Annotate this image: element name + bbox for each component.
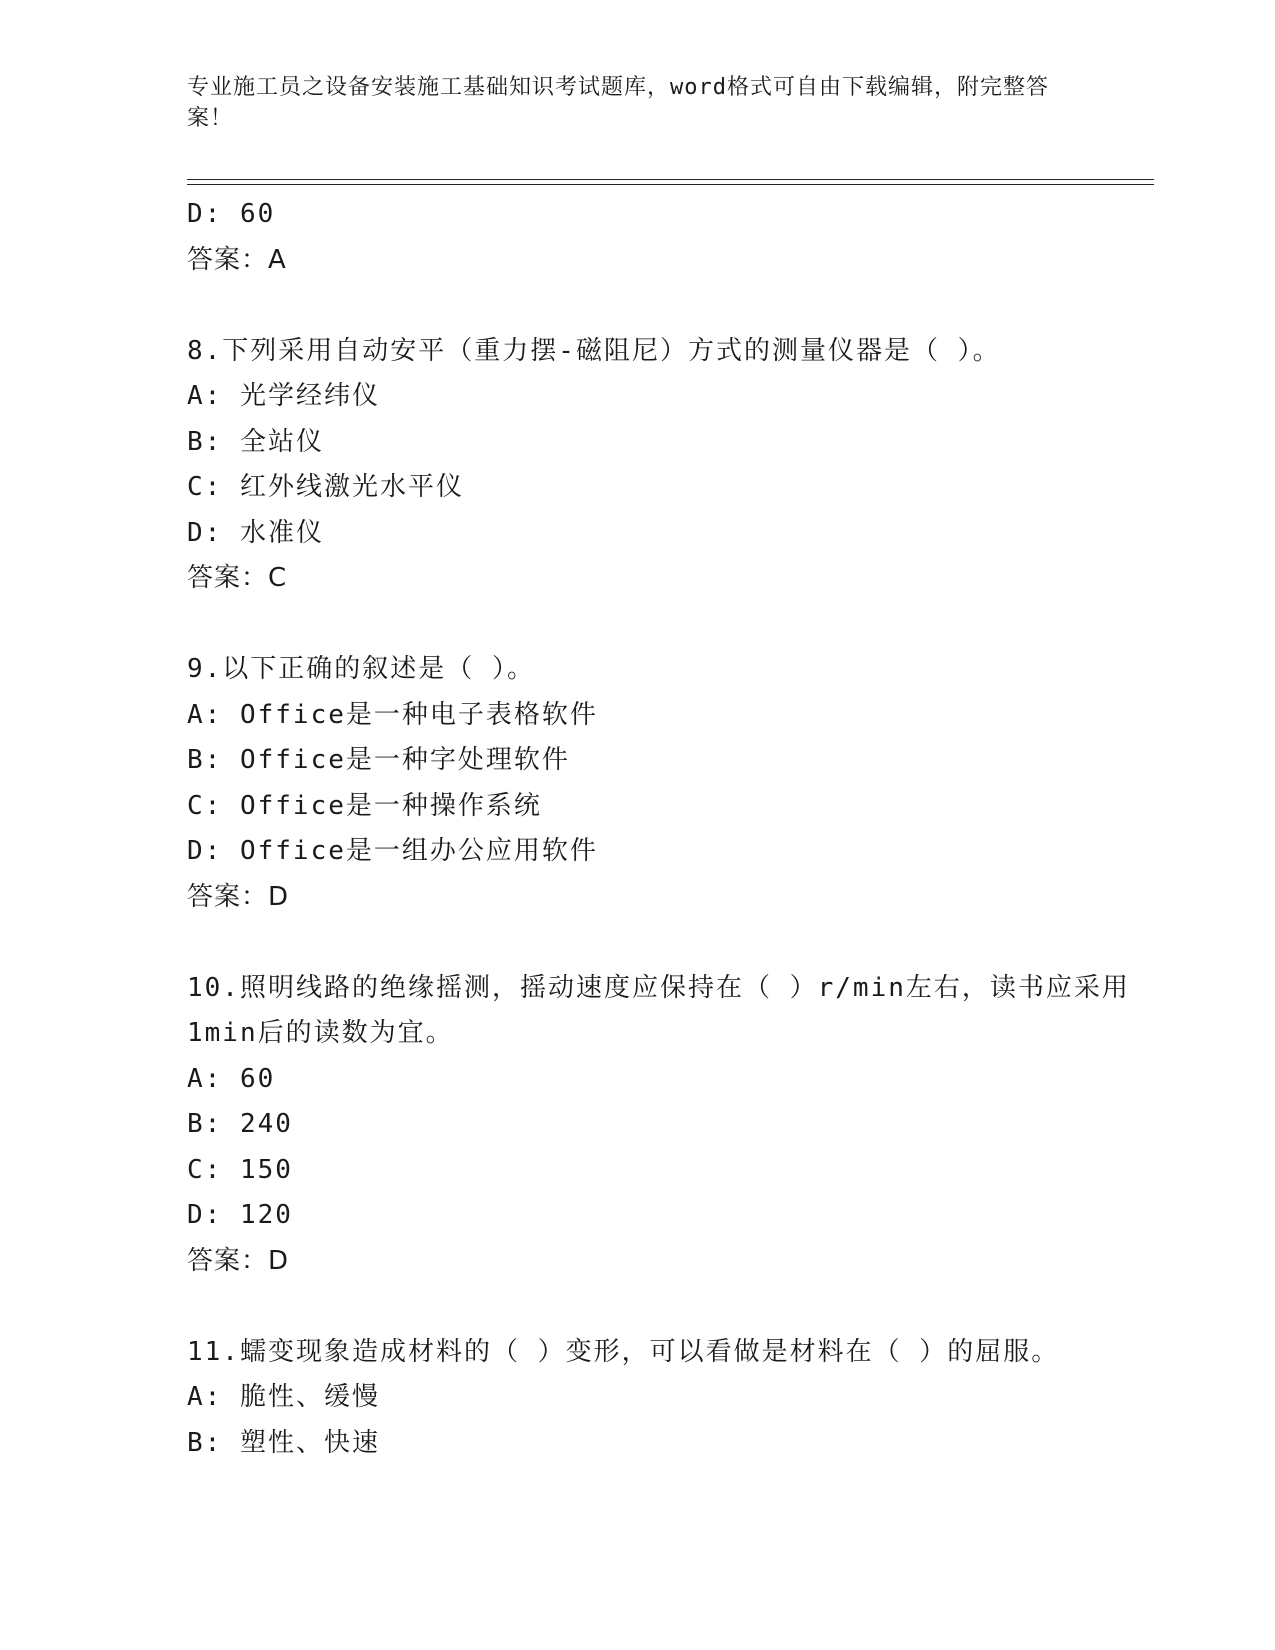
question-content xyxy=(187,192,1137,1466)
answer-line: 答案：C xyxy=(187,563,288,593)
question-stem: 8.下列采用自动安平（重力摆-磁阻尼）方式的测量仪器是（ ）。 xyxy=(187,335,1001,366)
spacer xyxy=(187,1284,1137,1330)
option-d: D: 水准仪 xyxy=(187,517,324,548)
option-c: C: 150 xyxy=(187,1154,293,1185)
option-d: D: 60 xyxy=(187,199,276,229)
option-b: B: 全站仪 xyxy=(187,426,324,457)
option-a: A: Office是一种电子表格软件 xyxy=(187,699,598,730)
spacer xyxy=(187,602,1137,648)
answer-line: 答案：D xyxy=(187,881,290,912)
option-b: B: 塑性、快速 xyxy=(187,1427,380,1458)
option-a: A: 脆性、缓慢 xyxy=(187,1382,380,1412)
question-stem: 11.蠕变现象造成材料的（ ）变形，可以看做是材料在（ ）的屈服。 xyxy=(187,1336,1060,1367)
answer-line: 答案：D xyxy=(187,1245,290,1276)
option-b: B: 240 xyxy=(187,1109,293,1139)
option-a: A: 光学经纬仪 xyxy=(187,381,380,411)
header-rule-bottom xyxy=(187,184,1154,185)
question-stem: 9.以下正确的叙述是（ ）。 xyxy=(187,654,535,684)
option-d: D: Office是一组办公应用软件 xyxy=(187,836,598,866)
header-rule-top xyxy=(187,179,1154,180)
question-stem: 10.照明线路的绝缘摇测，摇动速度应保持在（ ）r/min左右，读书应采用1min后的读数为宜。 xyxy=(187,972,1130,1048)
spacer xyxy=(187,920,1137,966)
document-header: 专业施工员之设备安装施工基础知识考试题库，word格式可自由下载编辑，附完整答案！ xyxy=(187,75,1049,131)
option-d: D: 120 xyxy=(187,1200,293,1230)
option-c: C: Office是一种操作系统 xyxy=(187,790,542,821)
spacer xyxy=(187,283,1137,329)
answer-line: 答案：A xyxy=(187,244,287,275)
option-b: B: Office是一种字处理软件 xyxy=(187,745,570,775)
option-c: C: 红外线激光水平仪 xyxy=(187,472,464,502)
option-a: A: 60 xyxy=(187,1063,276,1094)
